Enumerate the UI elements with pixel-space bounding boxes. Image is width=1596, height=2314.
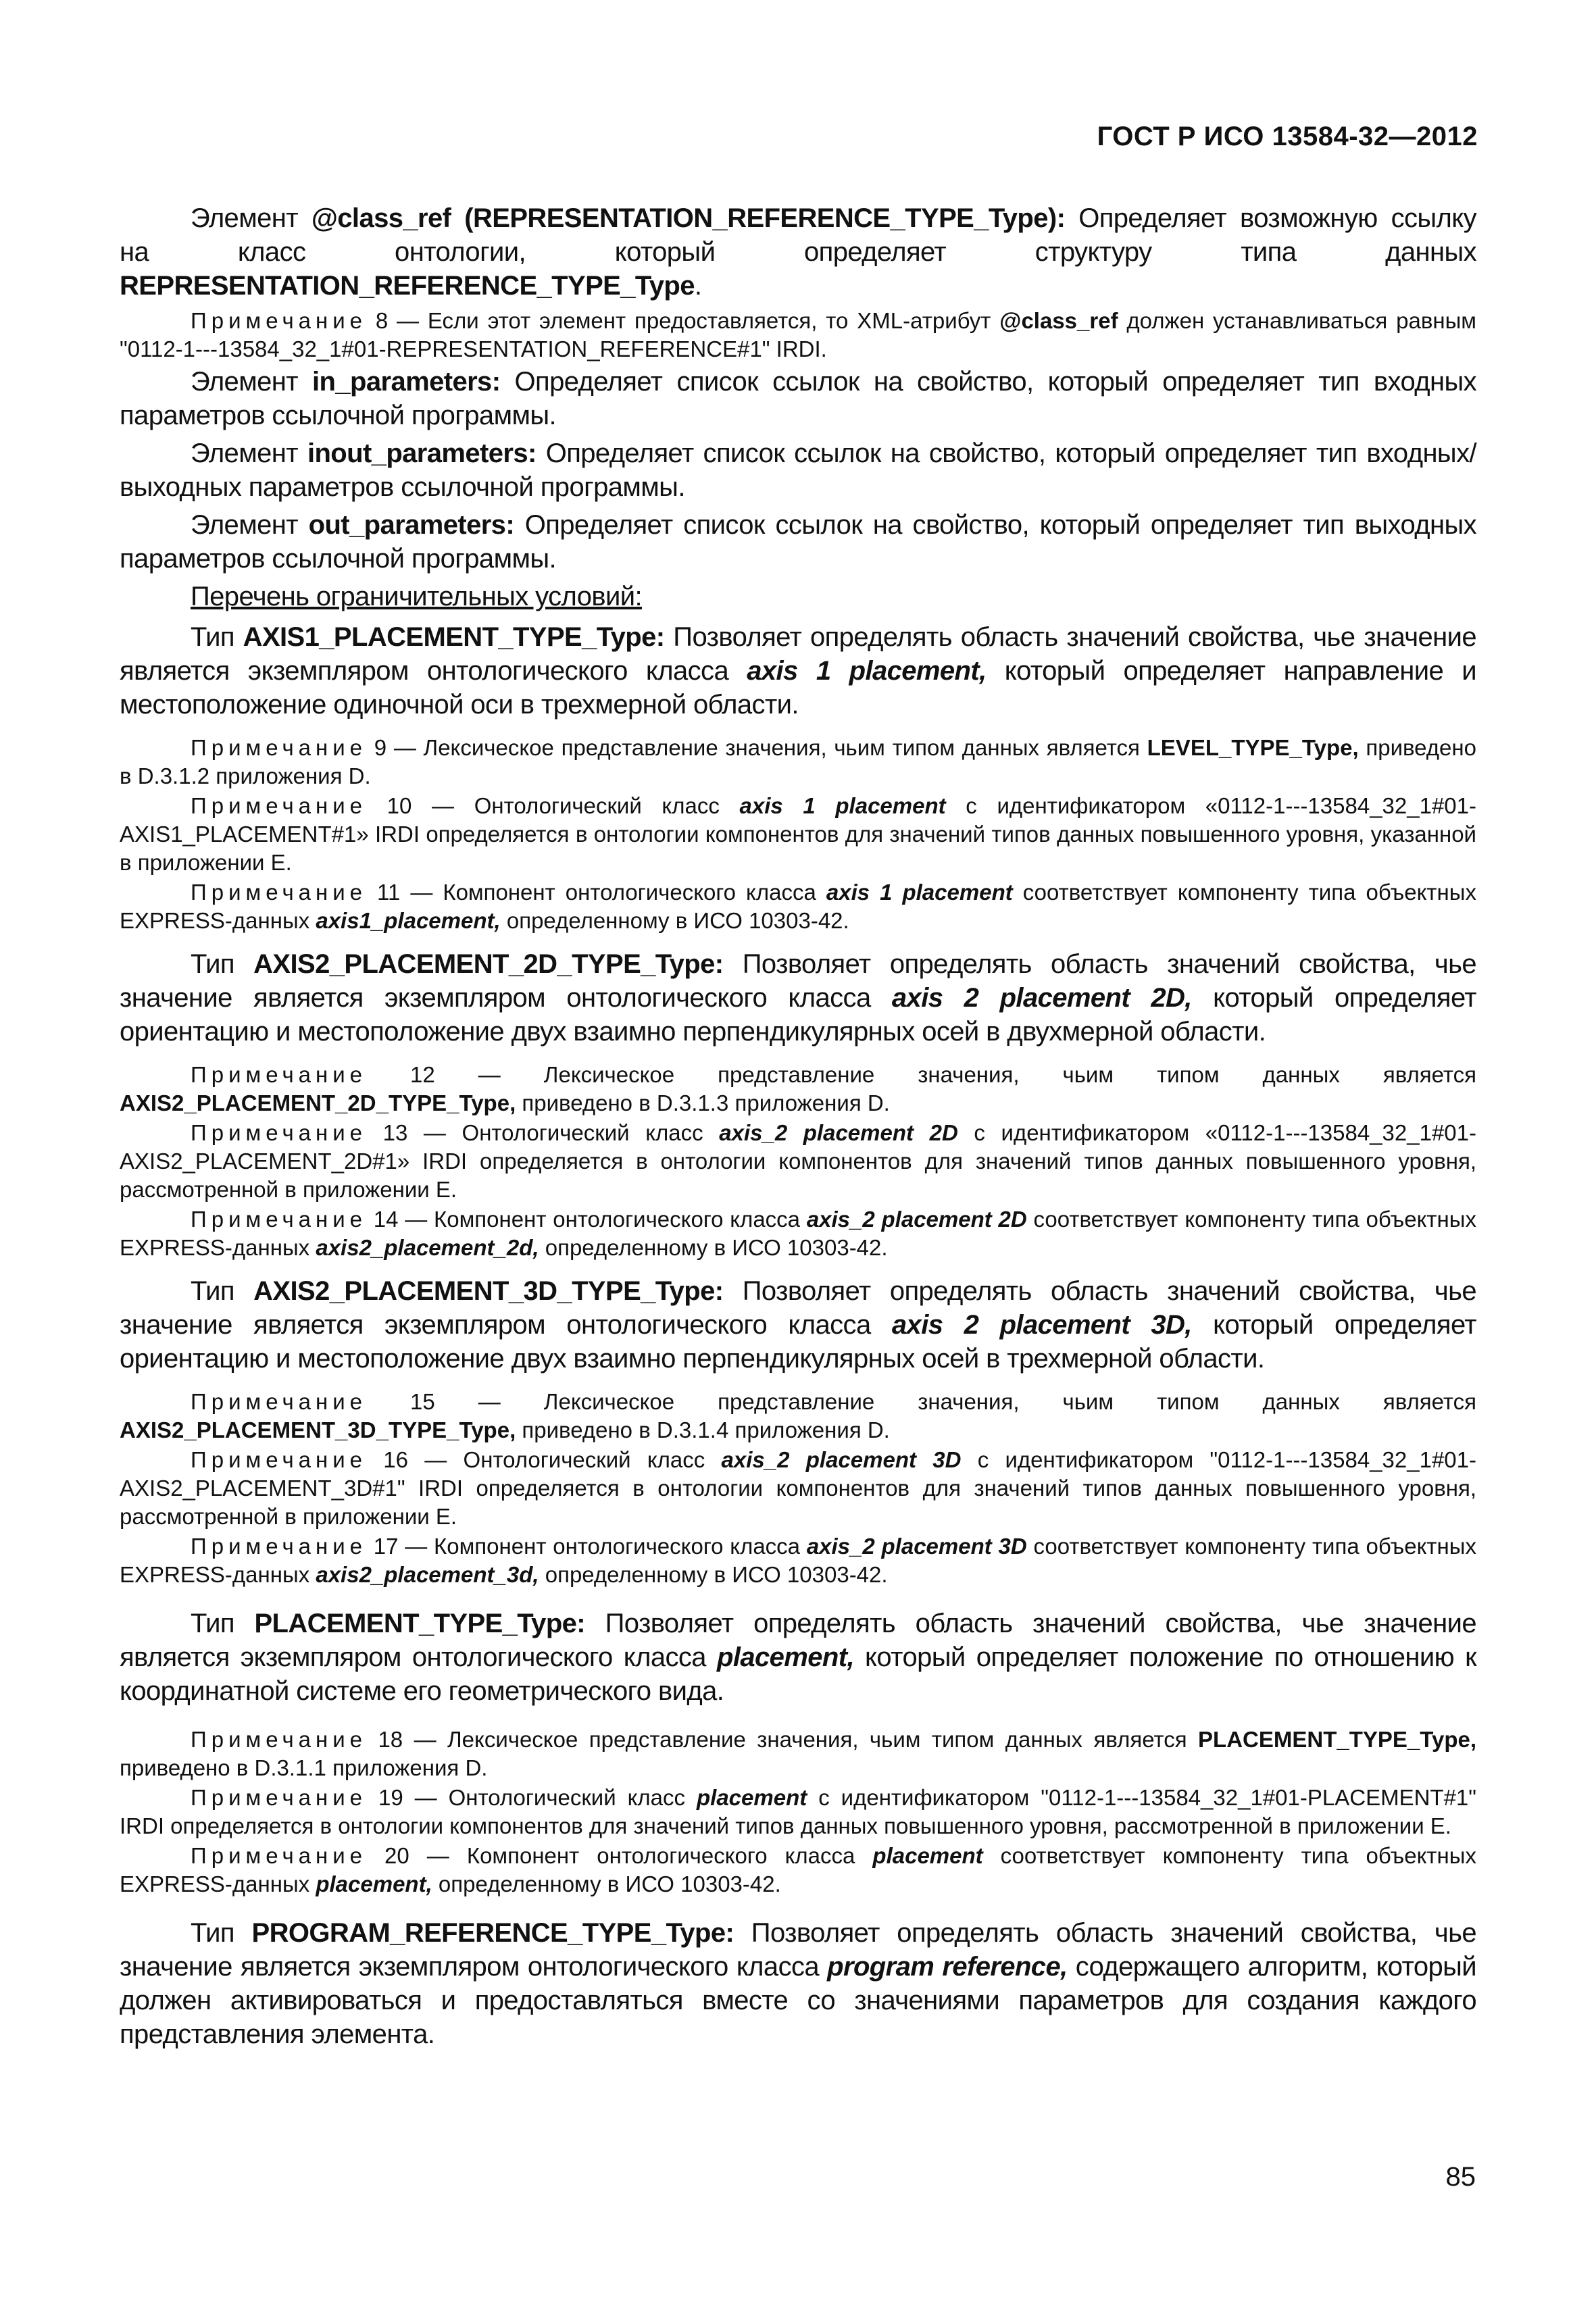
note-label: Примечание [191, 1534, 368, 1559]
text-run: с идентификатором "0112-1---13584_32_1#01-PLACEMENT#1" IRDI определяется в онтологии компонентов для значений типов данных повышенного уровня, рассмотренной в приложении E. [120, 1785, 1476, 1838]
text-run: соответствует компоненту типа объектных EXPRESS-данных [120, 1843, 1476, 1896]
text-run: с идентификатором "0112-1---13584_32_1#01-AXIS2_PLACEMENT_3D#1" IRDI определяется в онтологии компонентов для значений типов данных повышенного уровня, рассмотренной в приложении E. [120, 1447, 1476, 1529]
text-run: 9 — Лексическое представление значения, чьим типом данных является [367, 735, 1147, 760]
text-run: Определяет возможную ссылку на класс онтологии, который определяет структуру типа данных [120, 203, 1477, 267]
class-name-term: axis_2 placement 2D [719, 1120, 958, 1145]
text-run: Определяет список ссылок на свойство, который определяет тип входных параметров ссылочной программы. [120, 367, 1477, 430]
text-run: 14 — Компонент онтологического класса [367, 1207, 807, 1232]
text-run: 12 — Лексическое представление значения, чьим типом данных является [367, 1062, 1476, 1087]
text-run: 10 — Онтологический класс [367, 793, 740, 818]
section-heading [120, 580, 1476, 613]
note-paragraph [120, 1446, 1476, 1531]
text-run: соответствует компоненту типа объектных EXPRESS-данных [120, 880, 1476, 933]
text-run: с идентификатором «0112-1---13584_32_1#01-AXIS1_PLACEMENT#1» IRDI определяется в онтологии компонентов для значений типов данных повышенного уровня, указанной в приложении E. [120, 793, 1477, 875]
paragraph [120, 1607, 1476, 1708]
paragraph [120, 1916, 1476, 2051]
text-run: с идентификатором «0112-1---13584_32_1#01-AXIS2_PLACEMENT_2D#1» IRDI определяется в онтологии компонентов для значений типов данных повышенного уровня, рассмотренной в приложении E. [120, 1120, 1476, 1202]
text-run: Тип [191, 949, 254, 979]
text-run: Элемент [191, 510, 309, 540]
class-name-term: placement, [717, 1642, 854, 1672]
class-name-term: axis2_placement_3d, [316, 1562, 539, 1587]
note-paragraph [120, 307, 1476, 363]
class-name-term: placement, [316, 1871, 432, 1896]
document-body [120, 201, 1476, 2055]
class-name-term: axis 1 placement [739, 793, 946, 818]
note-label: Примечание [191, 1120, 368, 1145]
text-run: приведено в D.3.1.1 приложения D. [120, 1755, 488, 1780]
class-name-term: axis_2 placement 3D [806, 1534, 1027, 1559]
note-paragraph [120, 1388, 1476, 1444]
text-run: приведено в D.3.1.3 приложения D. [516, 1090, 890, 1115]
note-label: Примечание [191, 1785, 368, 1810]
text-run: Элемент [191, 438, 307, 468]
class-name-term: axis 1 placement, [747, 656, 987, 686]
note-label: Примечание [191, 1843, 368, 1868]
bold-term: in_parameters: [312, 367, 501, 397]
note-paragraph [120, 1205, 1476, 1262]
note-label: Примечание [191, 1062, 368, 1087]
text-run: приведено в D.3.1.2 приложения D. [120, 735, 1476, 788]
standard-header: ГОСТ Р ИСО 13584-32—2012 [1097, 122, 1478, 151]
note-label: Примечание [191, 1447, 368, 1472]
text-run: приведено в D.3.1.4 приложения D. [516, 1417, 890, 1442]
text-run: который определяет направление и местоположение одиночной оси в трехмерной области. [120, 656, 1476, 720]
note-paragraph [120, 1784, 1476, 1840]
text-run: Позволяет определять область значений свойства, чье значение является экземпляром онтологического класса [120, 1276, 1476, 1340]
paragraph [120, 508, 1476, 576]
paragraph [120, 947, 1476, 1049]
bold-term: out_parameters: [308, 510, 515, 540]
text-run: который определяет положение по отношению к координатной системе его геометрического вида. [120, 1642, 1476, 1706]
text-run: Тип [191, 1276, 254, 1306]
note-label: Примечание [191, 793, 368, 818]
class-name-term: placement [697, 1785, 807, 1810]
text-run: соответствует компоненту типа объектных EXPRESS-данных [120, 1534, 1476, 1587]
paragraph [120, 620, 1476, 722]
bold-term: AXIS2_PLACEMENT_3D_TYPE_Type: [253, 1276, 724, 1306]
note-label: Примечание [191, 1727, 368, 1752]
class-name-term: axis 2 placement 2D, [891, 983, 1192, 1013]
note-label: Примечание [191, 735, 368, 760]
bold-term: AXIS2_PLACEMENT_2D_TYPE_Type, [120, 1090, 516, 1115]
note-paragraph [120, 1532, 1476, 1589]
note-label: Примечание [191, 1389, 368, 1414]
text-run: Элемент [191, 367, 313, 397]
bold-term: PLACEMENT_TYPE_Type: [254, 1609, 586, 1638]
text-run: 17 — Компонент онтологического класса [367, 1534, 807, 1559]
bold-term: REPRESENTATION_REFERENCE_TYPE_Type [120, 271, 695, 301]
paragraph [120, 201, 1476, 303]
text-run: Тип [191, 1609, 255, 1638]
class-name-term: program reference, [827, 1952, 1068, 1982]
text-run: Позволяет определять область значений свойства, чье значение является экземпляром онтологического класса [120, 1609, 1476, 1672]
note-label: Примечание [191, 880, 368, 905]
text-run: определенному в ИСО 10303-42. [539, 1562, 888, 1587]
text-run: определенному в ИСО 10303-42. [539, 1235, 888, 1260]
text-run: который определяет ориентацию и местоположение двух взаимно перпендикулярных осей в двухмерной области. [120, 983, 1476, 1047]
class-name-term: axis2_placement_2d, [316, 1235, 539, 1260]
text-run: Позволяет определять область значений свойства, чье значение является экземпляром онтологического класса [120, 622, 1476, 686]
text-run: Определяет список ссылок на свойство, который определяет тип входных/выходных параметров ссылочной программы. [120, 438, 1476, 502]
note-label: Примечание [191, 308, 368, 333]
text-run: определенному в ИСО 10303-42. [500, 908, 849, 933]
class-name-term: axis1_placement, [316, 908, 501, 933]
note-label: Примечание [191, 1207, 368, 1232]
note-paragraph [120, 1842, 1476, 1898]
text-run: 18 — Лексическое представление значения, чьим типом данных является [367, 1727, 1199, 1752]
text-run: 20 — Компонент онтологического класса [367, 1843, 873, 1868]
class-name-term: axis_2 placement 2D [806, 1207, 1027, 1232]
bold-term: @class_ref [999, 308, 1118, 333]
note-paragraph [120, 734, 1476, 790]
note-paragraph [120, 1061, 1476, 1117]
text-run: 19 — Онтологический класс [367, 1785, 697, 1810]
text-run: 13 — Онтологический класс [367, 1120, 720, 1145]
bold-term: AXIS1_PLACEMENT_TYPE_Type: [243, 622, 665, 652]
text-run: . [694, 271, 702, 301]
text-run: 8 — Если этот элемент предоставляется, то XML-атрибут [367, 308, 1000, 333]
text-run: 16 — Онтологический класс [367, 1447, 722, 1472]
text-run: должен устанавливаться равным "0112-1---13584_32_1#01-REPRESENTATION_REFERENCE#1" IRDI. [120, 308, 1476, 361]
text-run: который определяет ориентацию и местоположение двух взаимно перпендикулярных осей в трехмерной области. [120, 1310, 1476, 1374]
bold-term: PLACEMENT_TYPE_Type, [1198, 1727, 1476, 1752]
bold-term: PROGRAM_REFERENCE_TYPE_Type: [251, 1918, 734, 1948]
class-name-term: axis 2 placement 3D, [891, 1310, 1192, 1340]
text-run: Позволяет определять область значений свойства, чье значение является экземпляром онтологического класса [120, 1918, 1476, 1982]
text-run: Определяет список ссылок на свойство, который определяет тип выходных параметров ссылочной программы. [120, 510, 1476, 574]
class-name-term: axis_2 placement 3D [721, 1447, 962, 1472]
text-run: определенному в ИСО 10303-42. [432, 1871, 781, 1896]
paragraph [120, 1274, 1476, 1376]
note-paragraph [120, 792, 1476, 877]
text-run: Тип [191, 622, 243, 652]
note-paragraph [120, 878, 1476, 935]
text-run: содержащего алгоритм, который должен активироваться и предоставляться вместе со значениями параметров для создания каждого представления элемента. [120, 1952, 1477, 2049]
text-run: Позволяет определять область значений свойства, чье значение является экземпляром онтологического класса [120, 949, 1476, 1013]
note-paragraph [120, 1726, 1476, 1782]
text-run: 11 — Компонент онтологического класса [367, 880, 826, 905]
paragraph [120, 365, 1476, 432]
bold-term: AXIS2_PLACEMENT_2D_TYPE_Type: [253, 949, 724, 979]
text-run: Перечень ограничительных условий: [191, 582, 642, 611]
note-paragraph [120, 1119, 1476, 1204]
page-number: 85 [1445, 2162, 1476, 2192]
bold-term: LEVEL_TYPE_Type, [1147, 735, 1359, 760]
text-run: Элемент [191, 203, 311, 233]
class-name-term: axis 1 placement [826, 880, 1013, 905]
paragraph [120, 436, 1476, 504]
bold-term: inout_parameters: [307, 438, 537, 468]
text-run: соответствует компоненту типа объектных EXPRESS-данных [120, 1207, 1476, 1260]
bold-term: AXIS2_PLACEMENT_3D_TYPE_Type, [120, 1417, 516, 1442]
text-run: 15 — Лексическое представление значения, чьим типом данных является [367, 1389, 1476, 1414]
bold-term: @class_ref (REPRESENTATION_REFERENCE_TYPE_Type): [311, 203, 1066, 233]
text-run: Тип [191, 1918, 252, 1948]
class-name-term: placement [872, 1843, 983, 1868]
